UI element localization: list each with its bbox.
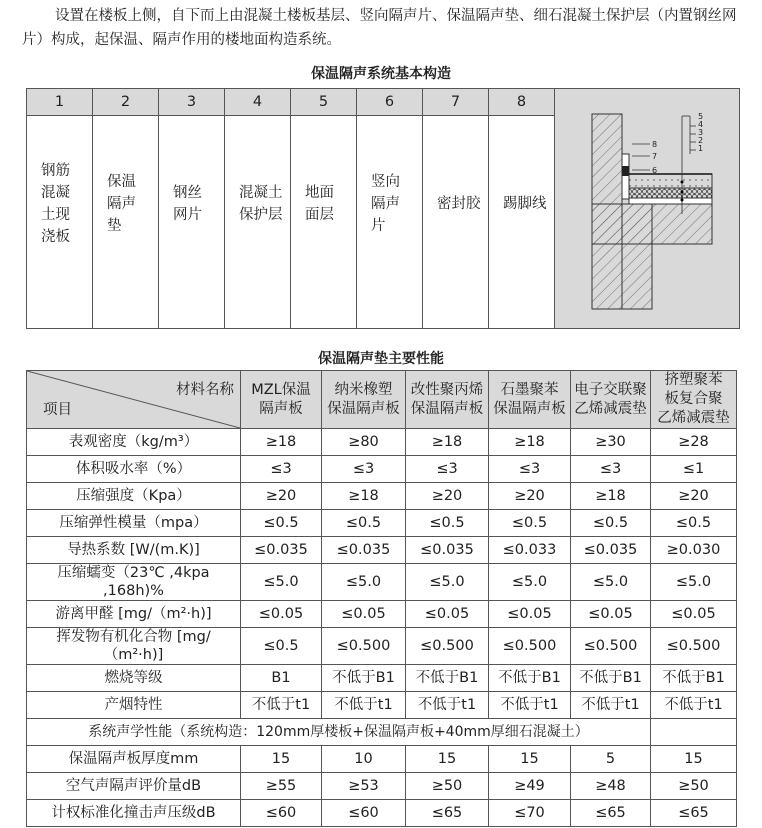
property-name-cell: 保温隔声板厚度mm	[27, 746, 241, 773]
structure-number-cell: 4	[225, 89, 291, 116]
property-value-cell: ≤0.5	[571, 510, 651, 537]
figure-callout-label: 4	[698, 120, 704, 129]
material-name-line: MZL保温	[251, 381, 311, 398]
structure-part-cell	[489, 116, 555, 329]
corner-item-label: 项目	[43, 402, 72, 418]
corner-header-cell	[27, 371, 241, 429]
construction-detail-drawing	[562, 94, 732, 319]
property-value-cell: ≤5.0	[571, 564, 651, 601]
structure-part-line: 垫	[107, 218, 122, 234]
property-value-cell: ≥18	[406, 429, 489, 456]
structure-number-row	[27, 89, 740, 116]
property-value-cell: ≤0.05	[241, 601, 322, 628]
material-name-line: 乙烯减震垫	[574, 400, 647, 417]
structure-part-line: 踢脚线	[503, 196, 547, 212]
property-name-cell: 计权标准化撞击声压级dB	[27, 800, 241, 827]
structure-part-line: 钢筋	[41, 163, 70, 179]
property-value-cell: 不低于B1	[322, 665, 406, 692]
material-header-cell	[241, 371, 322, 429]
material-header-cell	[571, 371, 651, 429]
property-value-cell: ≤0.5	[241, 628, 322, 665]
property-name-cell: 挥发物有机化合物 [mg/（m²·h)]	[27, 628, 241, 665]
table-row	[27, 628, 737, 665]
structure-part-line: 混凝	[41, 185, 70, 201]
figure-callout-label: 5	[698, 112, 704, 121]
property-value-cell: ≥18	[322, 483, 406, 510]
property-value-cell: ≥55	[241, 773, 322, 800]
property-value-cell: ≥20	[241, 483, 322, 510]
structure-number-cell: 2	[93, 89, 159, 116]
property-name-cell: 燃烧等级	[27, 665, 241, 692]
property-value-cell: 不低于t1	[241, 692, 322, 719]
property-name-cell: 导热系数 [W/(m.K)]	[27, 537, 241, 564]
property-name-cell: 压缩强度（Kpa）	[27, 483, 241, 510]
structure-part-line: 混凝土	[239, 185, 283, 201]
property-value-cell: ≤0.035	[571, 537, 651, 564]
property-value-cell: ≥18	[489, 429, 571, 456]
property-value-cell: 15	[241, 746, 322, 773]
structure-number-cell: 8	[489, 89, 555, 116]
property-value-cell: ≤0.5	[406, 510, 489, 537]
figure-callout-label: 3	[698, 128, 704, 137]
structure-number-cell: 5	[291, 89, 357, 116]
performance-header-row	[27, 371, 737, 429]
property-value-cell: ≤0.05	[651, 601, 737, 628]
figure-callout-label: 1	[698, 144, 704, 153]
property-value-cell: 15	[651, 746, 737, 773]
structure-table	[26, 88, 740, 329]
property-value-cell: 不低于t1	[489, 692, 571, 719]
material-name-line: 电子交联聚	[574, 381, 647, 398]
structure-part-line: 浇板	[41, 229, 70, 245]
property-value-cell: ≤0.05	[406, 601, 489, 628]
structure-number-cell: 6	[357, 89, 423, 116]
property-value-cell: B1	[241, 665, 322, 692]
table-row	[27, 773, 737, 800]
structure-part-cell	[291, 116, 357, 329]
property-value-cell: ≤0.500	[489, 628, 571, 665]
property-value-cell: 不低于t1	[406, 692, 489, 719]
structure-part-line: 钢丝	[173, 185, 202, 201]
structure-part-line: 地面	[305, 185, 334, 201]
property-value-cell: 15	[406, 746, 489, 773]
property-value-cell: ≤0.05	[571, 601, 651, 628]
property-value-cell: ≤0.500	[651, 628, 737, 665]
material-name-line: 保温隔声板	[327, 400, 400, 417]
table-row	[27, 510, 737, 537]
property-name-cell: 产烟特性	[27, 692, 241, 719]
performance-table	[26, 370, 737, 827]
material-name-line: 保温隔声板	[410, 400, 484, 417]
property-value-cell: ≥0.030	[651, 537, 737, 564]
property-value-cell: ≥53	[322, 773, 406, 800]
material-header-cell	[322, 371, 406, 429]
property-value-cell: ≤60	[241, 800, 322, 827]
table-row	[27, 800, 737, 827]
figure-callout-label: 6	[652, 166, 658, 175]
property-value-cell: ≤70	[489, 800, 571, 827]
structure-part-line: 网片	[173, 207, 202, 223]
material-header-cell	[651, 371, 737, 429]
property-value-cell: ≤5.0	[489, 564, 571, 601]
corner-material-label: 材料名称	[176, 382, 234, 398]
property-value-cell: ≤3	[322, 456, 406, 483]
property-value-cell: ≤5.0	[322, 564, 406, 601]
property-value-cell: ≥18	[241, 429, 322, 456]
table-row	[27, 537, 737, 564]
structure-number-cell: 3	[159, 89, 225, 116]
property-value-cell: ≤0.5	[241, 510, 322, 537]
property-value-cell: 不低于t1	[651, 692, 737, 719]
property-value-cell: 15	[489, 746, 571, 773]
property-value-cell: ≥30	[571, 429, 651, 456]
property-value-cell: ≤3	[241, 456, 322, 483]
structure-part-line: 密封胶	[437, 196, 481, 212]
table-row	[27, 429, 737, 456]
property-value-cell: ≤3	[571, 456, 651, 483]
property-name-cell: 表观密度（kg/m³）	[27, 429, 241, 456]
table2-caption: 保温隔声垫主要性能	[318, 351, 444, 367]
property-value-cell: ≤0.033	[489, 537, 571, 564]
structure-part-cell	[93, 116, 159, 329]
property-value-cell: ≤0.05	[322, 601, 406, 628]
property-value-cell: ≥50	[651, 773, 737, 800]
material-name-line: 乙烯减震垫	[657, 410, 730, 426]
property-value-cell: ≥49	[489, 773, 571, 800]
property-value-cell: 不低于B1	[406, 665, 489, 692]
property-value-cell: ≥20	[489, 483, 571, 510]
property-value-cell: ≤0.035	[241, 537, 322, 564]
intro-paragraph: 设置在楼板上侧，自下而上由混凝土楼板基层、竖向隔声片、保温隔声垫、细石混凝土保护层（内置钢丝网片）构成，起保温、隔声作用的楼地面构造系统。	[22, 8, 737, 48]
table-row	[27, 601, 737, 628]
property-value-cell: ≤0.5	[489, 510, 571, 537]
property-value-cell: ≤0.035	[406, 537, 489, 564]
property-value-cell: ≤0.05	[489, 601, 571, 628]
structure-number-cell: 1	[27, 89, 93, 116]
material-name-line: 改性聚丙烯	[410, 381, 484, 398]
figure-callout-label: 7	[652, 152, 658, 161]
material-name-line: 板复合聚	[664, 391, 723, 407]
material-name-line: 保温隔声板	[493, 400, 566, 417]
property-value-cell: ≥50	[406, 773, 489, 800]
material-name-line: 隔声板	[259, 400, 303, 417]
table-row	[27, 456, 737, 483]
property-value-cell: 不低于B1	[571, 665, 651, 692]
property-value-cell: ≤3	[489, 456, 571, 483]
structure-part-cell	[357, 116, 423, 329]
structure-part-line: 隔声	[371, 196, 400, 212]
property-value-cell: ≤5.0	[406, 564, 489, 601]
structure-part-cell	[159, 116, 225, 329]
property-value-cell: ≤65	[406, 800, 489, 827]
property-value-cell: ≥28	[651, 429, 737, 456]
property-value-cell: 不低于t1	[571, 692, 651, 719]
property-value-cell: ≥80	[322, 429, 406, 456]
property-value-cell: ≤0.5	[651, 510, 737, 537]
table-row	[27, 746, 737, 773]
property-value-cell: ≥48	[571, 773, 651, 800]
property-name-cell: 游离甲醛 [mg/（m²·h)]	[27, 601, 241, 628]
table-row	[27, 483, 737, 510]
structure-part-line: 保护层	[239, 207, 283, 223]
property-value-cell: ≤60	[322, 800, 406, 827]
material-name-line: 挤塑聚苯	[664, 372, 723, 388]
property-name-cell: 体积吸水率（%）	[27, 456, 241, 483]
property-value-cell: ≥20	[406, 483, 489, 510]
material-header-cell	[406, 371, 489, 429]
material-name-line: 石墨聚苯	[500, 381, 559, 398]
property-value-cell: ≥20	[651, 483, 737, 510]
property-value-cell: 不低于B1	[651, 665, 737, 692]
acoustic-header-cell: 系统声学性能（系统构造：120mm厚楼板+保温隔声板+40mm厚细石混凝土）	[27, 719, 651, 746]
property-value-cell: 不低于t1	[322, 692, 406, 719]
structure-part-line: 片	[371, 218, 386, 234]
property-value-cell: ≤3	[406, 456, 489, 483]
structure-part-cell	[225, 116, 291, 329]
structure-part-cell	[27, 116, 93, 329]
property-value-cell: 10	[322, 746, 406, 773]
structure-part-cell	[423, 116, 489, 329]
structure-part-line: 隔声	[107, 196, 136, 212]
property-value-cell: ≤0.500	[406, 628, 489, 665]
empty-cell	[651, 719, 737, 746]
table-row	[27, 564, 737, 601]
property-name-cell: 压缩弹性模量（mpa）	[27, 510, 241, 537]
structure-part-line: 面层	[305, 207, 334, 223]
property-value-cell: ≤0.500	[571, 628, 651, 665]
property-name-cell: 压缩蠕变（23℃ ,4kpa ,168h)%	[27, 564, 241, 601]
table-row	[27, 665, 737, 692]
figure-callout-label: 8	[652, 140, 658, 149]
property-value-cell: 5	[571, 746, 651, 773]
property-value-cell: ≤0.035	[322, 537, 406, 564]
property-value-cell: ≤65	[571, 800, 651, 827]
structure-figure	[555, 89, 740, 329]
material-name-line: 纳米橡塑	[334, 381, 393, 398]
property-value-cell: ≤0.500	[322, 628, 406, 665]
property-value-cell: ≤65	[651, 800, 737, 827]
acoustic-header-row	[27, 719, 737, 746]
structure-number-cell: 7	[423, 89, 489, 116]
structure-part-line: 保温	[107, 174, 136, 190]
material-header-cell	[489, 371, 571, 429]
property-value-cell: ≤0.5	[322, 510, 406, 537]
property-value-cell: 不低于B1	[489, 665, 571, 692]
property-value-cell: ≤5.0	[241, 564, 322, 601]
property-value-cell: ≥18	[571, 483, 651, 510]
structure-part-line: 土现	[41, 207, 70, 223]
property-value-cell: ≤1	[651, 456, 737, 483]
figure-callout-label: 2	[698, 136, 704, 145]
table1-caption: 保温隔声系统基本构造	[311, 66, 451, 82]
property-name-cell: 空气声隔声评价量dB	[27, 773, 241, 800]
table-row	[27, 692, 737, 719]
property-value-cell: ≤5.0	[651, 564, 737, 601]
structure-part-line: 竖向	[371, 174, 400, 190]
